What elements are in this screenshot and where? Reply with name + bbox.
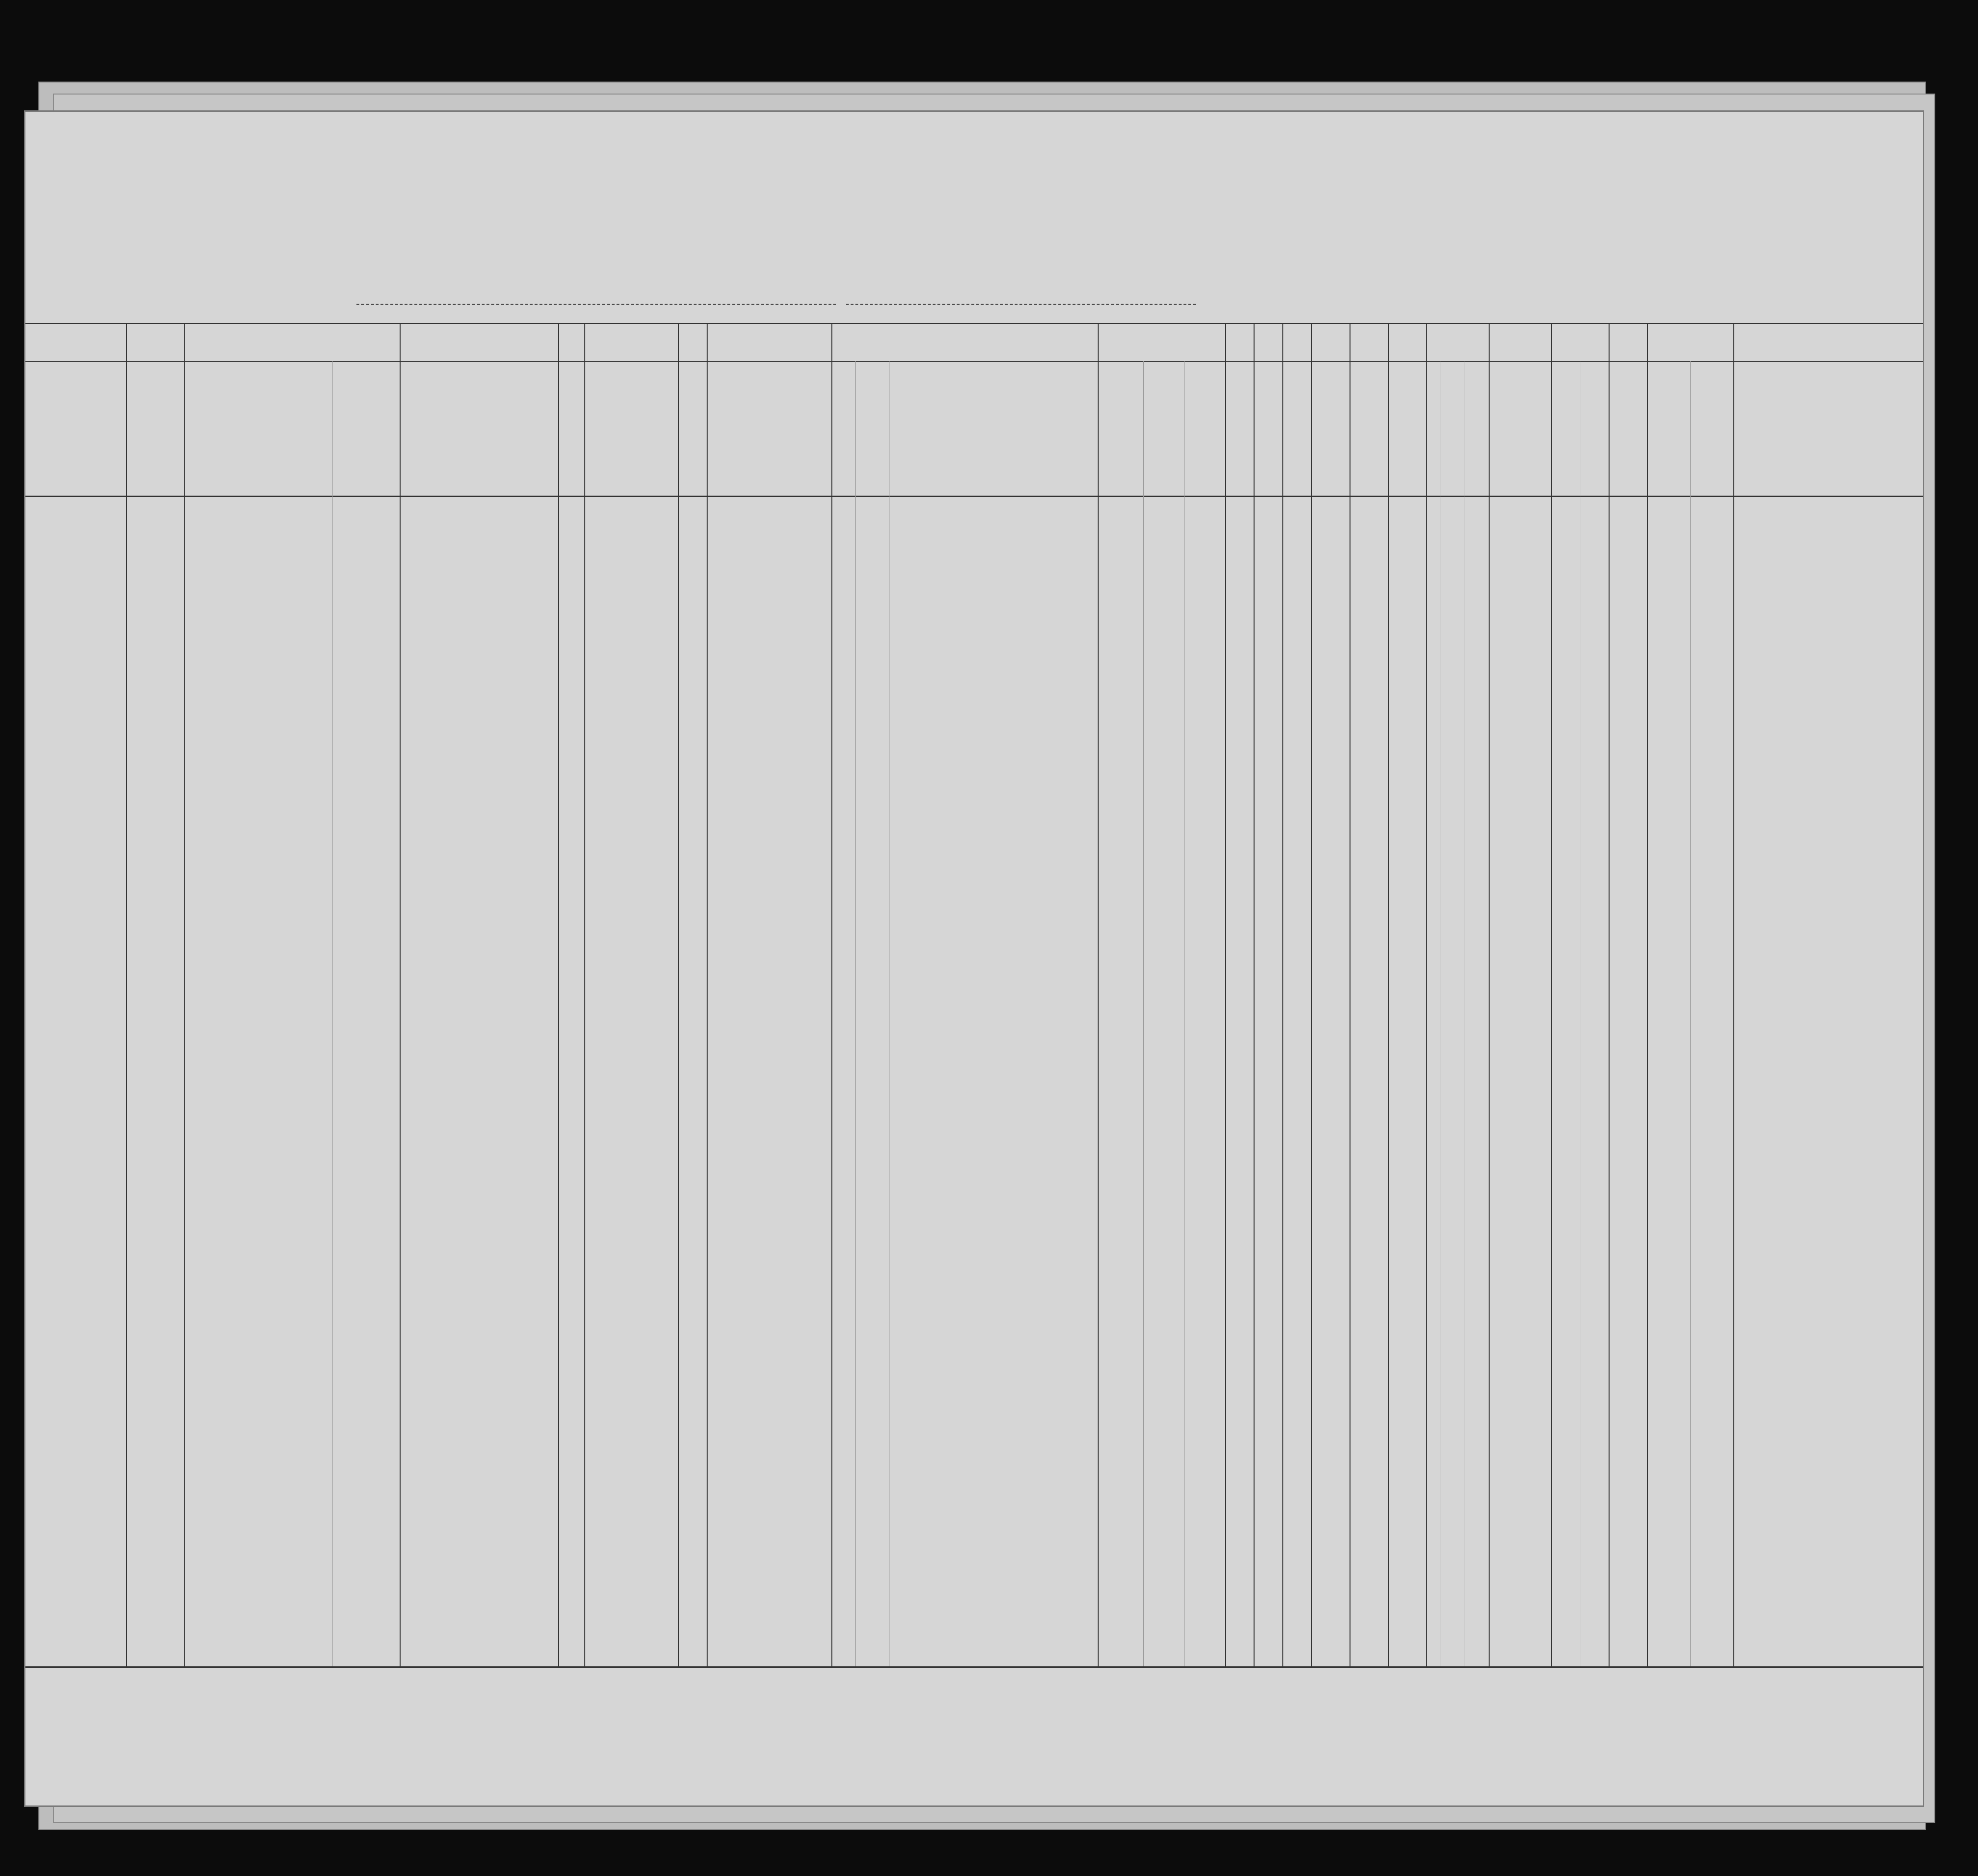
col-divider	[1254, 323, 1255, 1666]
col-subdivider	[332, 361, 333, 1666]
col-divider	[1551, 323, 1552, 1666]
col-divider	[831, 323, 832, 1666]
col-divider	[1388, 323, 1389, 1666]
header-bottom-border	[25, 496, 1923, 497]
col-divider	[126, 323, 127, 1666]
col-divider	[1311, 323, 1312, 1666]
col-subdivider	[1143, 361, 1144, 1666]
col-divider	[1282, 323, 1283, 1666]
column-number-divider	[25, 361, 1923, 362]
col-divider	[1733, 323, 1734, 1666]
table-bottom-border	[25, 1666, 1923, 1668]
col-divider	[584, 323, 585, 1666]
col-divider	[707, 323, 708, 1666]
col-subdivider	[1690, 361, 1691, 1666]
port-field-line	[356, 304, 836, 305]
col-divider	[1647, 323, 1648, 1666]
col-divider	[1098, 323, 1099, 1666]
col-divider	[184, 323, 185, 1666]
manifest-sheet	[24, 110, 1924, 1807]
col-divider	[400, 323, 401, 1666]
table-top-border	[25, 323, 1923, 324]
col-subdivider	[855, 361, 856, 1666]
date-field-line	[846, 304, 1196, 305]
col-divider	[1426, 323, 1427, 1666]
col-divider	[1225, 323, 1226, 1666]
col-divider	[678, 323, 679, 1666]
col-divider	[558, 323, 559, 1666]
col-divider	[1609, 323, 1610, 1666]
col-divider	[1489, 323, 1490, 1666]
